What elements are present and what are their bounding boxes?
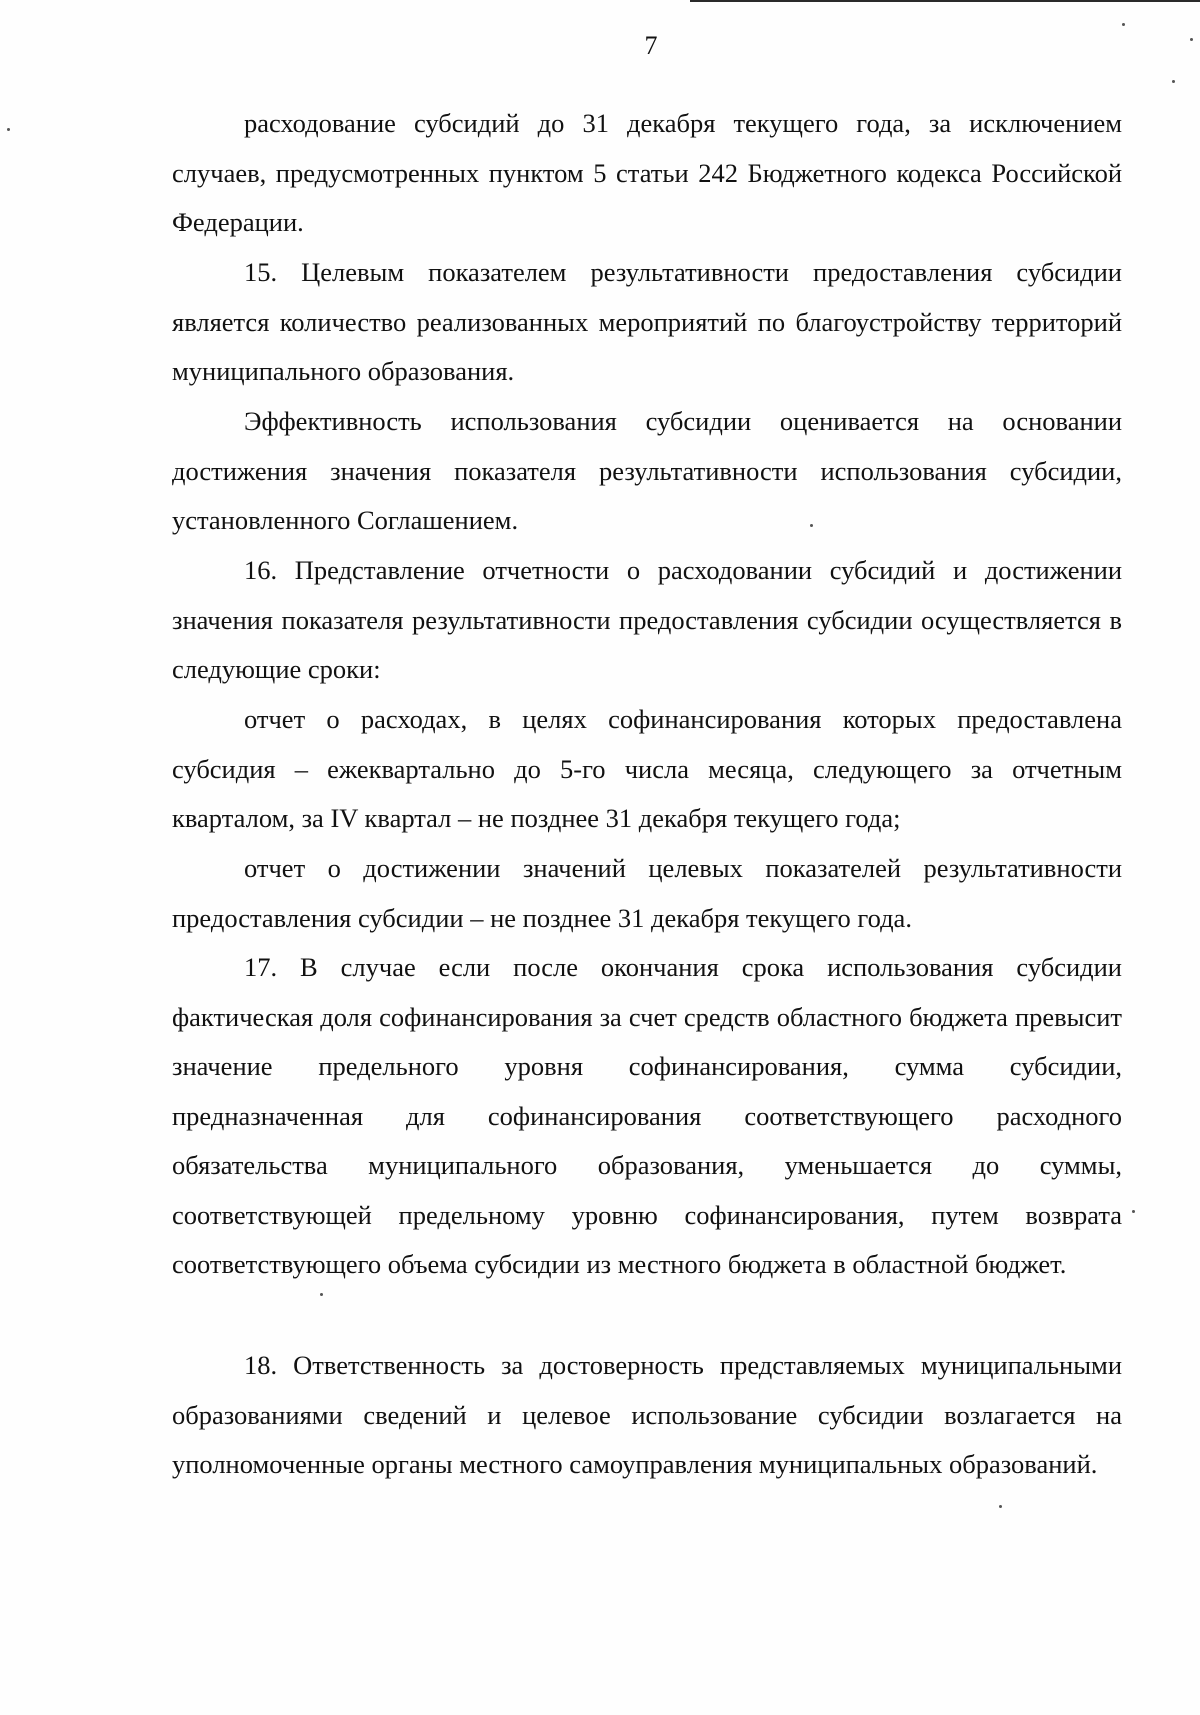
paragraph-18: 18. Ответственность за достоверность представляемых муниципальными образованиями сведений и целевое использование субсидии возлагается на уполномоченные органы местного самоуправления муниципальных образований. (172, 1350, 1122, 1479)
section-16-block (172, 546, 1122, 695)
page-number: 7 (644, 31, 658, 60)
paragraph-target-report: отчет о достижении значений целевых показателей результативности предоставления субсидии – не позднее 31 декабря текущего года. (172, 853, 1122, 933)
expense-report-block (172, 695, 1122, 844)
scan-speck (1172, 80, 1175, 83)
paragraph-efficiency: Эффективность использования субсидии оценивается на основании достижения значения показателя результативности использования субсидии, установленного Соглашением. (172, 406, 1122, 535)
scan-speck (1190, 38, 1193, 41)
paragraph-17: 17. В случае если после окончания срока использования субсидии фактическая доля софинансирования за счет средств областного бюджета превысит значение предельного уровня софинансирования, сумма субсидии, предназначенная для софинансирования соответствующего расходного обязательства муниципального образования, уменьшается до суммы, соответствующей предельному уровню софинансирования, путем возврата соответствующего объема субсидии из местного бюджета в областной бюджет. (172, 952, 1122, 1279)
paragraph-continuation (172, 99, 1122, 248)
target-report-block (172, 844, 1122, 943)
scan-edge-line (690, 0, 1200, 2)
section-17-block (172, 943, 1122, 1290)
efficiency-block (172, 397, 1122, 546)
scan-speck (320, 1293, 323, 1296)
scan-speck (1132, 1210, 1135, 1213)
paragraph-15: 15. Целевым показателем результативности предоставления субсидии является количество реализованных мероприятий по благоустройству территорий муниципального образования. (172, 257, 1122, 386)
paragraph-expense-report: отчет о расходах, в целях софинансирования которых предоставлена субсидия – ежеквартально до 5-го числа месяца, следующего за отчетным кварталом, за IV квартал – не позднее 31 декабря текущего года; (172, 704, 1122, 833)
scan-speck (7, 128, 10, 131)
paragraph-1: расходование субсидий до 31 декабря текущего года, за исключением случаев, предусмотренных пунктом 5 статьи 242 Бюджетного кодекса Российской Федерации. (172, 108, 1122, 237)
scan-speck (999, 1505, 1002, 1508)
section-18-block (172, 1341, 1122, 1490)
scan-speck (1122, 23, 1125, 26)
paragraph-16: 16. Представление отчетности о расходовании субсидий и достижении значения показателя результативности предоставления субсидии осуществляется в следующие сроки: (172, 555, 1122, 684)
scan-speck (810, 524, 813, 527)
section-15-block (172, 248, 1122, 397)
